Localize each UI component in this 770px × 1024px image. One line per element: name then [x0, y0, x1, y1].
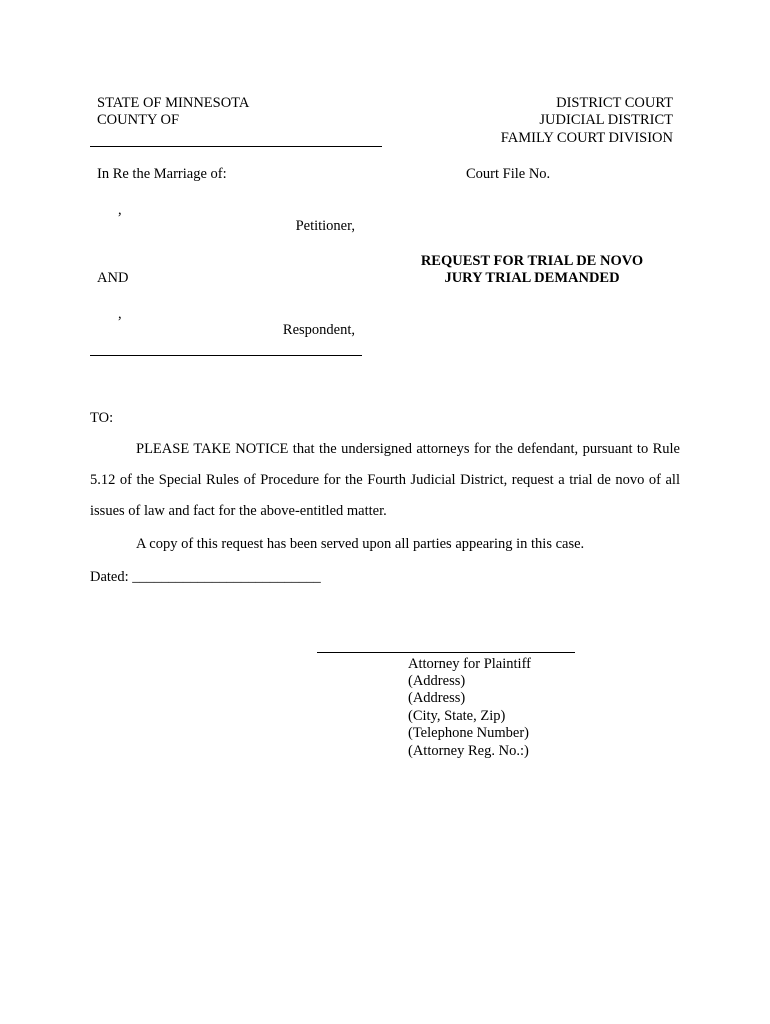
county-rule: [90, 146, 382, 147]
dated-line: Dated: __________________________: [90, 569, 321, 585]
district-court-label: DISTRICT COURT: [556, 95, 673, 111]
petitioner-name-comma: ,: [118, 202, 122, 218]
judicial-district-label: JUDICIAL DISTRICT: [539, 112, 673, 128]
family-division-label: FAMILY COURT DIVISION: [500, 130, 673, 146]
address-line-1: (Address): [408, 673, 466, 689]
address-line-2: (Address): [408, 690, 466, 706]
document-subtitle: JURY TRIAL DEMANDED: [444, 270, 620, 286]
petitioner-label: Petitioner,: [295, 218, 355, 234]
signature-rule: [317, 652, 575, 653]
respondent-name-comma: ,: [118, 306, 122, 322]
service-paragraph: A copy of this request has been served upon all parties appearing in this case.: [136, 536, 585, 552]
to-label: TO:: [90, 410, 114, 426]
telephone-line: (Telephone Number): [408, 725, 529, 741]
state-label: STATE OF MINNESOTA: [97, 95, 250, 111]
reg-number-line: (Attorney Reg. No.:): [408, 743, 529, 759]
parties-rule: [90, 355, 362, 356]
county-label: COUNTY OF: [97, 112, 180, 128]
document-title: REQUEST FOR TRIAL DE NOVO: [420, 253, 644, 269]
in-re-label: In Re the Marriage of:: [97, 166, 227, 182]
attorney-label: Attorney for Plaintiff: [408, 656, 531, 672]
and-label: AND: [97, 270, 129, 286]
city-state-zip-line: (City, State, Zip): [408, 708, 506, 724]
court-file-label: Court File No.: [466, 166, 551, 182]
notice-paragraph: PLEASE TAKE NOTICE that the undersigned attorneys for the defendant, pursuant to Rule 5.12 of the Special Rules of Procedure for the Fourth Judicial District, request a trial de novo of all issues of law and fact for the above-entitled matter.: [90, 441, 680, 519]
respondent-label: Respondent,: [282, 322, 355, 338]
